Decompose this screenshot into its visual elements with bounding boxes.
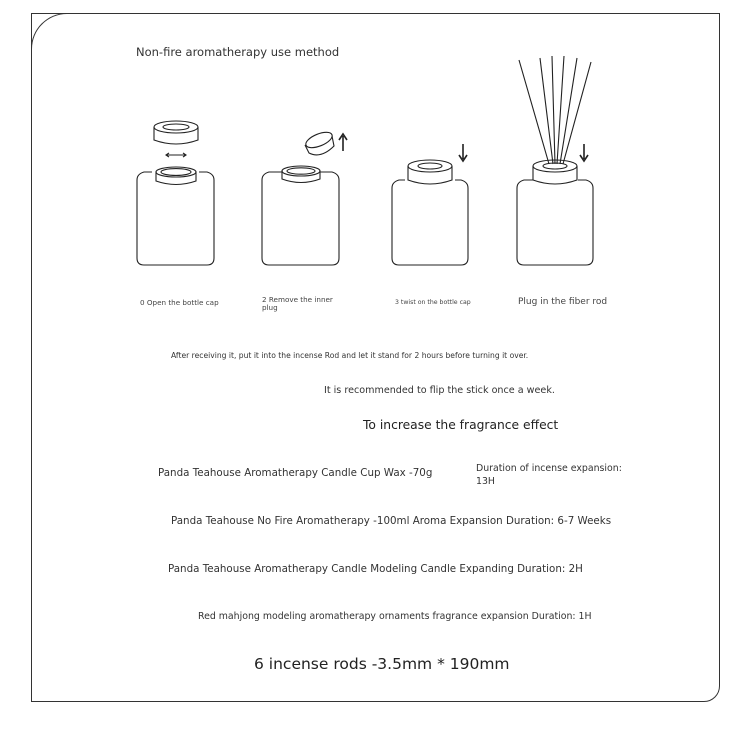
bottle-twist-cap-icon xyxy=(392,144,468,265)
section-heading: To increase the fragrance effect xyxy=(363,418,559,432)
step-caption-twist-cap: 3 twist on the bottle cap xyxy=(395,299,471,306)
step-caption-open-cap: 0 Open the bottle cap xyxy=(140,298,219,307)
product-candle-cup: Panda Teahouse Aromatherapy Candle Cup Wax -70g xyxy=(158,467,433,479)
product-candle-cup-duration: Duration of incense expansion: 13H xyxy=(476,463,622,487)
product-no-fire: Panda Teahouse No Fire Aromatherapy -100ml Aroma Expansion Duration: 6-7 Weeks xyxy=(171,515,612,527)
product-mahjong: Red mahjong modeling aromatherapy ornaments fragrance expansion Duration: 1H xyxy=(198,611,592,622)
flip-recommendation: It is recommended to flip the stick once a week. xyxy=(324,385,555,396)
bottle-remove-plug-icon xyxy=(262,129,347,265)
receive-instruction: After receiving it, put it into the incense Rod and let it stand for 2 hours before turning it over. xyxy=(171,351,529,360)
step-caption-fiber-rod: Plug in the fiber rod xyxy=(518,297,608,307)
product-modeling-candle: Panda Teahouse Aromatherapy Candle Modeling Candle Expanding Duration: 2H xyxy=(168,563,583,575)
bottle-fiber-rod-icon xyxy=(517,56,593,265)
page-title: Non-fire aromatherapy use method xyxy=(136,45,340,59)
rods-spec: 6 incense rods -3.5mm * 190mm xyxy=(254,655,510,673)
step-caption-remove-plug: 2 Remove the inner plug xyxy=(262,295,333,312)
bottle-open-cap-icon xyxy=(137,121,214,265)
